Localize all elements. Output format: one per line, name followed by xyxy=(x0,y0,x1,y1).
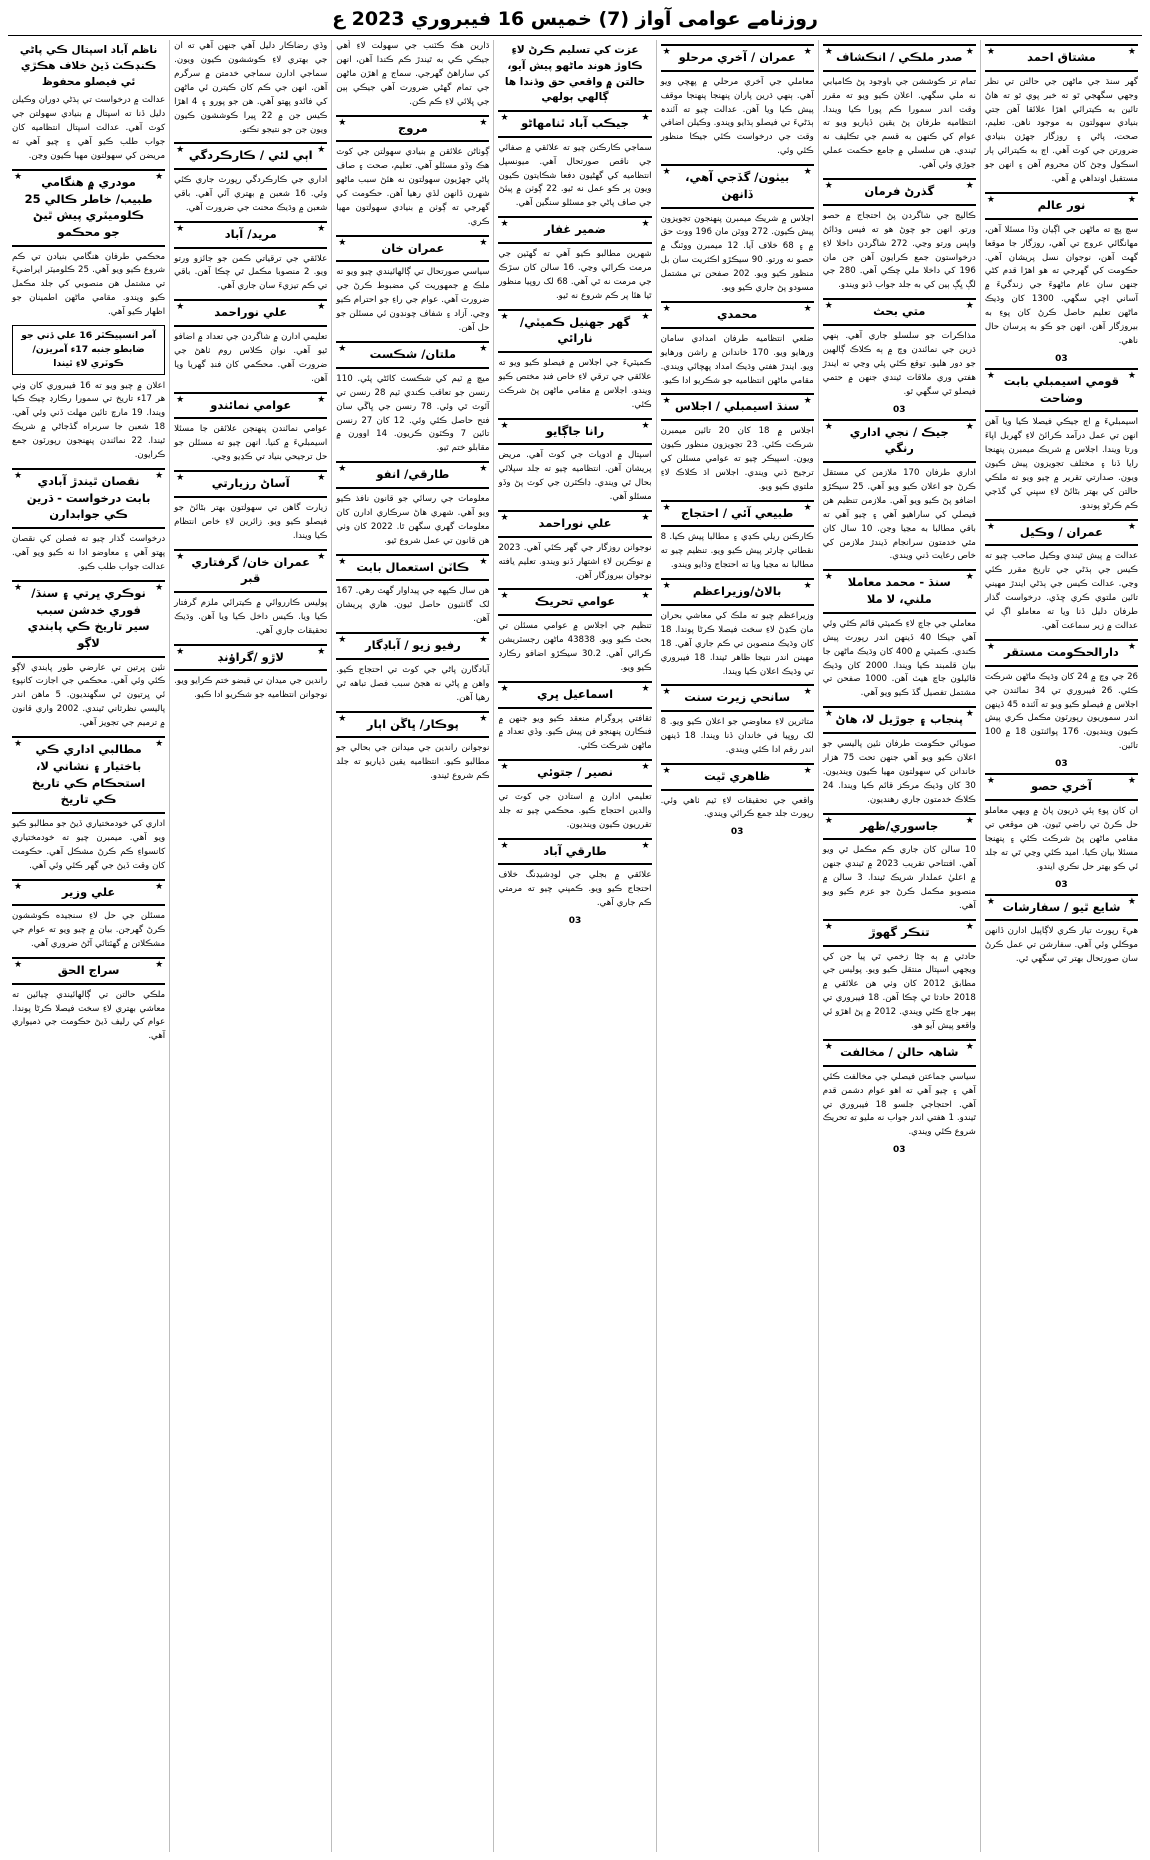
article-headline[interactable] xyxy=(336,461,489,489)
article-body: سچ پچ ته ماڻهن جي اڳيان وڏا مسئلا آهن، مهانگائي عروج تي آهي، روزگار جا موقعا گهٽ آهن، نوجوان نسل پريشان آهي. حڪومت کي گهرجي ته هو اهڙا قدم کڻي جنهن سان عام ماڻهوءَ جي زندگيءَ ۾ آساني اچي سگهي. 1300 کان وڌيڪ ماڻهن تعليم حاصل ڪرڻ کان پوءِ به بيروزگار آهن. انهن جو ڪو به پرسان حال ناهي. xyxy=(984,224,1138,347)
star-icon: ★ xyxy=(317,302,326,313)
article-headline[interactable] xyxy=(174,470,327,498)
article-headline[interactable] xyxy=(823,178,976,206)
article-headline[interactable] xyxy=(661,684,814,712)
headline-text: پنجاب ۽ جوڙيل لا، هاڻ xyxy=(835,712,964,727)
article-headline[interactable] xyxy=(12,580,165,658)
headline-text: قومي اسيمبلي بابت وضاحت xyxy=(1003,374,1120,405)
article-body: هيءَ رپورٽ تيار ڪري لاڳاپيل ادارن ڏانهن موڪلي وئي آهي. سفارشن تي عمل ڪرڻ سان صورتحال بهتر ٿي سگهي ٿي. xyxy=(984,926,1138,965)
headline-text: طارقي آباد xyxy=(543,843,607,858)
article-headline[interactable] xyxy=(498,309,651,353)
star-icon: ★ xyxy=(641,762,650,773)
headline-text: طبيعي آئي / احتجاج xyxy=(681,505,794,520)
star-icon: ★ xyxy=(803,167,812,178)
article-body: سياسي صورتحال تي ڳالهائيندي چيو ويو ته ملڪ ۾ جمهوريت کي مضبوط ڪرڻ جي ضرورت آهي. عوام جي راءِ جو احترام ڪيو وڃي. آزاد ۽ شفاف چونڊون ئي مسئلن جو حل آهن. xyxy=(336,267,490,334)
article-headline[interactable] xyxy=(823,44,976,72)
headline-text: پوڪار/ ڀاڱن اٻار xyxy=(366,716,459,731)
star-icon: ★ xyxy=(155,959,164,970)
article-body: ڳوٺاڻن علائقن ۾ بنيادي سهولتن جي کوٽ هڪ وڏو مسئلو آهي. تعليم، صحت ۽ صاف پاڻي جهڙيون سهولتون نه هئڻ سبب ماڻهو شهرن ڏانهن لڏي رهيا آهن. حڪومت کي گهرجي ته ڳوٺن ۾ بنيادي سهولتون مهيا ڪري. xyxy=(336,147,490,227)
article-headline[interactable] xyxy=(661,44,814,72)
article-headline[interactable] xyxy=(823,919,976,947)
star-icon: ★ xyxy=(479,117,488,128)
article-headline[interactable] xyxy=(985,44,1138,72)
star-icon: ★ xyxy=(14,471,23,482)
article-headline[interactable] xyxy=(174,392,327,420)
star-icon: ★ xyxy=(965,1042,974,1053)
article-body: ڌارين هڪ ڪٽنب جي سهولت لاءِ اُهي جيڪي ڪي به ٿيندڙ ڪم ڪندا آهن، انهن کي ساراهڻ گهرجي. سماج ۾ اهڙن ماڻهن جي تمام گهڻي ضرورت آهي جيڪي ٻين جي ڀلائي لاءِ ڪم ڪن. xyxy=(336,41,490,107)
star-icon: ★ xyxy=(317,646,326,657)
star-icon: ★ xyxy=(986,371,995,382)
star-icon: ★ xyxy=(986,47,995,57)
headline-text: جاسوري/ظهر xyxy=(860,818,939,833)
star-icon: ★ xyxy=(338,464,347,475)
article-body: اجلاس ۾ شريڪ ميمبرن پنهنجون تجويزون پيش ڪيون. 272 ووٽن مان 196 ووٽ حق ۾ ۽ 68 خلاف آيا. 12 ميمبرن ووٽنگ ۾ حصو نه ورتو. 90 سيڪڙو اڪثريت سان بل منظور ڪيو ويو. 202 صفحن تي مشتمل مسودو پڻ جاري ڪيو ويو. xyxy=(660,213,814,294)
continued-page-number: 03 xyxy=(893,1145,906,1156)
headline-text: متي بحث xyxy=(873,304,926,319)
star-icon: ★ xyxy=(803,502,812,513)
article-body: آبادگارن پاڻي جي کوٽ تي احتجاج ڪيو. واهن ۾ پاڻي نه هجڻ سبب فصل تباهه ٿي رهيا آهن. xyxy=(336,664,490,703)
article-body: مذاڪرات جو سلسلو جاري آهي. ٻنهي ڌرين جي نمائندن وچ ۾ ٻه ڪلاڪ ڳالهين جو دور هليو. توقع ڪئي پئي وڃي ته ايندڙ هفتي وري ملاقات ٿيندي جنهن ۾ حتمي فيصلو ٿي سگهي ٿو. xyxy=(822,331,976,397)
article-headline[interactable] xyxy=(823,706,976,734)
star-icon: ★ xyxy=(965,47,974,57)
star-icon: ★ xyxy=(803,396,812,407)
star-icon: ★ xyxy=(965,921,974,932)
article-body: واقعي جي تحقيقات لاءِ ٽيم ٺاهي وئي. رپورٽ جلد جمع ڪرائي ويندي. xyxy=(660,795,814,820)
star-icon: ★ xyxy=(338,556,347,567)
article-headline[interactable] xyxy=(12,468,165,529)
star-icon: ★ xyxy=(1127,47,1136,57)
star-icon: ★ xyxy=(824,1042,833,1053)
article-body: 10 سالن کان جاري ڪم مڪمل ٿي ويو آهي. افتتاحي تقريب 2023 ۾ ٿيندي جنهن ۾ اعليٰ عملدار شريڪ ٿيندا. 3 سالن ۾ منصوبو مڪمل ڪرڻ جو عزم ڪيو ويو آهي. xyxy=(822,845,976,911)
article-headline[interactable] xyxy=(823,298,976,326)
article-body: 26 جي وچ ۾ 24 کان وڌيڪ ماڻهن شرڪت ڪئي. 26 فيبروري تي 34 نمائندن جي اجلاس ۾ فيصلو ڪيو ويو ته آئندہ 45 ڏينهن اندر سموريون رپورٽون مڪمل ڪري پيش ڪيون وينديون. 176 پوائنٽون 18 ۾ 100 تائين. xyxy=(984,671,1138,752)
article-headline[interactable] xyxy=(336,632,489,660)
article-headline[interactable] xyxy=(985,639,1138,667)
article-body: راندين جي ميدان تي قبضو ختم ڪرايو ويو. نوجوانن انتظاميه جو شڪريو ادا ڪيو. xyxy=(174,676,328,701)
article-headline[interactable] xyxy=(985,192,1138,220)
star-icon: ★ xyxy=(14,171,23,182)
article-headline[interactable] xyxy=(661,578,814,606)
star-icon: ★ xyxy=(641,513,650,524)
article-body: سماجي ڪارڪنن چيو ته علائقي ۾ صفائي جي ناقص صورتحال آهي. ميونسپل انتظاميه کي گهڻيون دفعا شڪايتون ڪيون ويون پر ڪو عمل نه ٿيو. 22 ڳوٺن ۾ پيئڻ جي صاف پاڻي جو مسئلو سنگين آهي. xyxy=(498,142,652,209)
headline-text: تنڪر گهوڙ xyxy=(868,924,930,939)
headline-text: سراج الحق xyxy=(57,962,120,977)
article-headline[interactable] xyxy=(661,301,814,329)
article-body: مسئلن جي حل لاءِ سنجيده ڪوششون ڪرڻ گهرجن. بيان ۾ چيو ويو ته عوام جي مشڪلاتن ۾ گهٽتائي آڻڻ ضروري آهي. xyxy=(12,911,166,950)
article-headline[interactable] xyxy=(498,216,651,244)
headline-text: محمدي xyxy=(716,307,758,322)
star-icon: ★ xyxy=(176,223,185,234)
article-body: نوجوانن روزگار جي گهر ڪئي آهي. 2023 ۾ نوڪرين لاءِ اشتهار ڏنو ويندو. تعليم يافته نوجوان بيروزگار آهن. xyxy=(498,542,652,581)
star-icon: ★ xyxy=(662,502,671,513)
star-icon: ★ xyxy=(479,237,488,248)
headline-text: عمران خان xyxy=(381,240,445,255)
star-icon: ★ xyxy=(317,473,326,484)
star-icon: ★ xyxy=(338,117,347,128)
article-headline[interactable] xyxy=(661,500,814,528)
continued-page-number: 03 xyxy=(1055,354,1068,365)
star-icon: ★ xyxy=(176,646,185,657)
article-body: حادثي ۾ ٻه ڄڻا زخمي ٿي پيا جن کي ويجهي اسپتال منتقل ڪيو ويو. پوليس جي مطابق 2012 کان وٺي هن علائقي ۾ 2018 حادثا ٿي چڪا آهن. 18 فيبروري تي ٻيهر جاچ ڪئي ويندي. 2012 ۾ پڻ اهڙو ئي واقعو پيش آيو هو. xyxy=(822,951,976,1032)
headline-text: صدر ملڪي / انڪشاف xyxy=(836,50,963,64)
star-icon: ★ xyxy=(986,896,995,907)
article-body: سياسي جماعتن فيصلي جي مخالفت ڪئي آهي ۽ چيو آهي ته اهو عوام دشمن قدم آهي. احتجاجي جلسو 18 فيبروري تي ٿيندو. 1 هفتي اندر جواب نه مليو ته تحريڪ شروع ڪئي ويندي. xyxy=(822,1071,976,1138)
article-headline[interactable] xyxy=(336,235,489,263)
star-icon: ★ xyxy=(1127,896,1136,907)
article-body: عوامي نمائندن پنهنجن علائقن جا مسئلا اسيمبليءَ ۾ کنيا. انهن چيو ته مسئلن جو حل ترجيحي بنياد تي ڪڍيو وڃي. xyxy=(174,424,328,463)
article-body: وزيراعظم چيو ته ملڪ کي معاشي بحران مان ڪڍڻ لاءِ سخت فيصلا ڪرڻا پوندا. 18 کان وڌيڪ منصوبن تي ڪم جاري آهي. 18 مهينن اندر نتيجا ظاهر ٿيندا. 18 فيبروري تي وڌيڪ اعلان ڪيا ويندا. xyxy=(660,610,814,677)
headline-text: مطالبي اداري ڪي باختيار ۽ نشاني لا، استحڪام ڪي تاريخ ڪي تاريخ xyxy=(31,742,146,807)
star-icon: ★ xyxy=(338,344,347,355)
article-headline[interactable] xyxy=(823,813,976,841)
star-icon: ★ xyxy=(641,683,650,694)
star-icon: ★ xyxy=(500,840,509,851)
headline-text: سانحي زيرت سنت xyxy=(684,690,790,705)
masthead-title: روزنامے عوامی آواز (7) خمیس 16 فیبروري 2023 ع xyxy=(8,6,1142,36)
headline-text: علي نوراحمد xyxy=(214,305,288,320)
star-icon: ★ xyxy=(986,642,995,653)
headline-text: جيڪ / نجي اداري رنگي xyxy=(849,424,949,456)
star-icon: ★ xyxy=(176,302,185,313)
star-icon: ★ xyxy=(824,709,833,720)
star-icon: ★ xyxy=(176,145,185,156)
article-body: درخواست گذار چيو ته فصلن کي نقصان پهتو آهي ۽ معاوضو ادا نه ڪيو ويو آهي. عدالت جواب طلب ڪيو. xyxy=(12,534,166,572)
headline-text: مودري ۾ هنگامي طبيب/ خاطر ڪالي 25 ڪلوميٽري پيش ٿيڻ جو محڪمو xyxy=(24,174,153,239)
headline-text: جيڪب آباد ٽنامهاڻو xyxy=(521,116,629,130)
star-icon: ★ xyxy=(14,739,23,750)
article-body: تعليمي ادارن ۾ استادن جي کوٽ تي والدين احتجاج ڪيو. محڪمي چيو ته جلد تقرريون ڪيون وينديون. xyxy=(498,791,652,830)
columns-container xyxy=(8,40,1142,1852)
boxed-notice: آمر انسپيڪٽر 16 علي ڏني جو ضابطو جنبه 17ء آمريزن/ڪوٽري لاءِ ٿيندا xyxy=(12,325,165,374)
article-headline[interactable] xyxy=(498,681,651,709)
continued-page-number: 03 xyxy=(730,827,744,838)
headline-text: آساڻ رزيارتي xyxy=(211,476,290,491)
news-column xyxy=(8,40,169,1852)
headline-text: عوامي تحريڪ xyxy=(534,594,616,609)
article-headline[interactable] xyxy=(985,773,1138,801)
article-headline[interactable] xyxy=(174,644,327,672)
star-icon: ★ xyxy=(803,47,812,57)
article-body: ڪميٽيءَ جي اجلاس ۾ فيصلو ڪيو ويو ته علائقي جي ترقي لاءِ خاص فنڊ مختص ڪيو ويندو. اجلاس ۾ مقامي ماڻهن پڻ شرڪت ڪئي. xyxy=(498,357,652,410)
article-body: نئين ڀرتين تي عارضي طور پابندي لاڳو ڪئي وئي آهي. محڪمي جي اجازت کانپوءِ ئي ڀرتيون ٿي سگهنديون. 5 ماهن اندر پاليسي نظرثاني ٿيندي. 2002 واري قانون ۾ ترميم جي تجويز آهي. xyxy=(12,662,166,729)
star-icon: ★ xyxy=(14,582,23,593)
article-body: وڏي رضاڪار دليل آهي جنهن آهي ته ان جي بهتري لاءِ ڪوششون ڪيون ويون. سماجي ادارن سماجي خدمتن ۾ سرگرم آهن. انهن جي ڪم کان ڪيترن ئي ماڻهن کي فائدو پهتو آهي. هن جو پورو ۽ 4 اهڙا ڪيس جن ۾ 22 ڀيرا ڪوششون ڪيون ويون جن جو نتيجو نڪتو. xyxy=(174,41,328,135)
star-icon: ★ xyxy=(500,420,509,431)
article-body: اداري کي خودمختياري ڏيڻ جو مطالبو ڪيو ويو آهي. ميمبرن چيو ته خودمختياري کانسواءِ ڪم ڪرڻ مشڪل آهي. حڪومت کان وقت ڏيڻ جي گهر ڪئي وئي آهي. xyxy=(12,818,166,871)
article-body: اسپتال ۾ ادويات جي کوٽ آهي. مريض پريشان آهن. انتظاميه چيو ته جلد سپلائي بحال ٿي ويندي. ڊاڪٽرن جي کوٽ پڻ وڏو مسئلو آهي. xyxy=(498,450,652,503)
article-body: عدالت ۾ درخواست تي ٻڌڻي دوران وڪيلن دليل ڏنا ته اسپتال ۾ بنيادي سهولتن جي کوٽ آهي. عدالت اسپتال انتظاميه کان جواب طلب ڪيو آهي ۽ چيو آهي ته مريضن کي سهولتون مهيا ڪيون وڃن. xyxy=(12,95,166,161)
headline-text: ضمير غفار xyxy=(544,222,606,237)
headline-text: گذرڻ فرمان xyxy=(864,184,935,199)
star-icon: ★ xyxy=(662,47,671,57)
star-icon: ★ xyxy=(965,815,974,826)
star-icon: ★ xyxy=(1127,521,1136,532)
article-body: گهر سنڌ جي ماڻهن جي حالتن تي نظر وجھي سگهجي ٿو ته خبر پوي ٿو ته هاڻ تائين به ڪيترائي اهڙا علائقا آهن جتي بنيادي سهولتون به موجود ناهن. تعليم، صحت، پاڻي ۽ روزگار جهڙن بنيادي ضرورتن جي کوٽ آهي. اڄ به ڪيترائي ٻار اسڪول وڃڻ کان محروم آهن ۽ انهن جو مستقبل اونداهي ۾ آهي. xyxy=(984,76,1138,185)
news-column xyxy=(656,40,818,1852)
headline-text: ڪاٽن استعمال بابت xyxy=(356,559,470,574)
star-icon: ★ xyxy=(338,635,347,646)
star-icon: ★ xyxy=(662,396,671,407)
star-icon: ★ xyxy=(500,311,509,322)
article-headline[interactable] xyxy=(336,115,489,143)
headline-text: اٻي لئي / ڪارڪردگي xyxy=(188,148,313,163)
article-headline[interactable] xyxy=(661,164,814,208)
article-body: اعلان ۾ چيو ويو ته 16 فيبروري کان وٺي هر 17ء تاريخ تي سمورا رڪارڊ چيڪ ڪيا ويندا. 19 مارچ تائين مهلت ڏني وئي آهي. 18 شعبن جا سربراه گڏجاڻي ۾ شريڪ ٿيندا. 22 نمائندن پنهنجون رپورٽون جمع ڪرايون. xyxy=(12,380,166,461)
star-icon: ★ xyxy=(662,304,671,315)
headline-text: نصير / جتوئي xyxy=(537,765,613,780)
star-icon: ★ xyxy=(662,765,671,776)
star-icon: ★ xyxy=(641,113,650,123)
headline-text: مريد/ آباد xyxy=(224,226,277,241)
star-icon: ★ xyxy=(965,421,974,432)
star-icon: ★ xyxy=(479,344,488,355)
headline-text: طارقي/ انفو xyxy=(376,467,450,482)
star-icon: ★ xyxy=(317,145,326,156)
article-headline[interactable] xyxy=(498,759,651,787)
headline-text: نوڪري ڀرتي ۽ سنڌ/فوري خدشن سبب سير تاريخ ڪي پابندي لاڳو xyxy=(27,585,150,650)
star-icon: ★ xyxy=(965,181,974,192)
star-icon: ★ xyxy=(824,47,833,57)
star-icon: ★ xyxy=(14,959,23,970)
star-icon: ★ xyxy=(317,551,326,562)
headline-text: شاهہ حالن / مخالفت xyxy=(840,1045,959,1060)
article-body: معاملي جي جاچ لاءِ ڪميٽي قائم ڪئي وئي آهي جيڪا 40 ڏينهن اندر رپورٽ پيش ڪندي. ڪميٽي ۾ 400 کان وڌيڪ ماڻهن جا بيان قلمبند ڪيا ويندا. 2000 کان وڌيڪ فائيلون جاچ هيٺ آهن. 1000 صفحن تي مشتمل تفصيل گڏ ڪيو ويو آهي. xyxy=(822,618,976,699)
article-body: ضلعي انتظاميه طرفان امدادي سامان ورهايو ويو. 170 خاندانن ۾ راشن ورهايو ويو. ايندڙ هفتي وڌيڪ امداد پهچائي ويندي. مقامي ماڻهن انتظاميه جو شڪريو ادا ڪيو. xyxy=(660,333,814,386)
article-headline[interactable] xyxy=(174,142,327,170)
article-body: اجلاس ۾ 18 کان 20 تائين ميمبرن شرڪت ڪئي. 23 تجويزون منظور ڪيون ويون. اسپيڪر چيو ته عوامي مسئلن کي ترجيح ڏني ويندي. اجلاس اڌ ڪلاڪ لاءِ ملتوي ڪيو ويو. xyxy=(660,426,814,492)
article-headline[interactable] xyxy=(823,569,976,613)
headline-text: سنڌ اسيمبلي / اجلاس xyxy=(674,399,800,414)
star-icon: ★ xyxy=(155,171,164,182)
star-icon: ★ xyxy=(1127,195,1136,206)
headline-text: لاڙو /گراؤنڊ xyxy=(217,649,284,664)
article-headline[interactable] xyxy=(336,554,489,582)
article-body: شهرين مطالبو ڪيو آهي ته گهٽين جي مرمت ڪرائي وڃي. 16 سالن کان سڙڪ جي مرمت نه ٿي آهي. 68 لک روپيا منظور ٿيا هئا پر ڪم شروع نه ٿيو. xyxy=(498,248,652,301)
headline-text: مشتاق احمد xyxy=(1027,50,1096,64)
star-icon: ★ xyxy=(986,195,995,206)
star-icon: ★ xyxy=(824,421,833,432)
news-column xyxy=(980,40,1142,1852)
star-icon: ★ xyxy=(824,572,833,583)
star-icon: ★ xyxy=(965,572,974,583)
star-icon: ★ xyxy=(641,591,650,602)
lead-headline[interactable]: ناظم آباد اسپتال ڪي پاڻي ڪنڊڪٽ ڏيڻ خلاف هڪڙي ئي فيصلو محفوظ xyxy=(19,44,158,88)
star-icon: ★ xyxy=(155,582,164,593)
lead-headline[interactable]: عزت کي تسليم ڪرڻ لاءِ ڪاوڙ هوند ماڻهو پيش آيو، حالتن ۾ واقعي حق وڌندا ها ڳالهي ٻولهي xyxy=(504,44,646,104)
article-body: اداري جي ڪارڪردگي رپورٽ جاري ڪئي وئي. 16 شعبن ۾ بهتري آئي آهي. باقي شعبن ۾ وڌيڪ محنت جي ضرورت آهي. xyxy=(174,175,328,213)
headline-text: بيٺون/ گڏجي آهي، ڏانهن xyxy=(685,170,790,201)
article-headline[interactable] xyxy=(498,110,651,138)
article-headline[interactable] xyxy=(174,221,327,249)
article-body: تعليمي ادارن ۾ شاگردن جي تعداد ۾ اضافو ٿيو آهي. نوان ڪلاس روم ٺاهڻ جي ضرورت آهي. محڪمي کان فنڊ گهريا ويا آهن. xyxy=(174,332,328,384)
headline-text: علي وزير xyxy=(61,884,116,899)
headline-text: اسماعيل ڀري xyxy=(536,686,614,701)
headline-text: مروج xyxy=(398,120,428,135)
star-icon: ★ xyxy=(824,301,833,312)
article-body: اداري طرفان 170 ملازمن کي مستقل ڪرڻ جو اعلان ڪيو ويو آهي. 25 سيڪڙو اضافو پڻ ڪيو ويو آهي. ملازمن تنظيم هن فيصلي کي ساراهيو آهي ۽ چيو آهي ته باقي مطالبا به مڃيا وڃن. 10 سال کان مٿي خدمتون سرانجام ڏيندڙ ملازمن کي خاص رعايت ڏني ويندي. xyxy=(822,467,976,562)
article-body: پوليس ڪارروائي ۾ ڪيترائي ملزم گرفتار ڪيا ويا. ڪيس داخل ڪيا ويا آهن. وڌيڪ تحقيقات جاري آهي. xyxy=(174,597,328,636)
star-icon: ★ xyxy=(965,301,974,312)
headline-text: علي نوراحمد xyxy=(538,516,612,531)
article-body: ڪارڪنن ريلي ڪڍي ۽ مطالبا پيش ڪيا. 8 نقطاتي چارٽر پيش ڪيو ويو. تنظيم چيو ته مطالبا نه مڃيا ويا ته احتجاج وڌايو ويندو. xyxy=(660,532,814,571)
star-icon: ★ xyxy=(803,304,812,315)
article-headline[interactable] xyxy=(823,1039,976,1067)
article-body: ملڪي حالتن تي ڳالهائيندي چيائين ته معاشي بهتري لاءِ سخت فيصلا ڪرڻا پوندا. عوام کي رليف ڏيڻ حڪومت جي ذميواري آهي. xyxy=(12,989,166,1042)
star-icon: ★ xyxy=(479,713,488,724)
article-body: علائقي ۾ بجلي جي لوڊشيڊنگ خلاف احتجاج ڪيو ويو. ڪمپني چيو ته مرمتي ڪم جاري آهي. xyxy=(498,870,652,909)
headline-text: نقصان ٿيندڙ آبادي بابت درخواست - ڌرين ڪي جوابدارن xyxy=(26,474,151,522)
article-body: نوجوانن راندين جي ميدانن جي بحالي جو مطالبو ڪيو. انتظاميه يقين ڏياريو ته جلد ڪم شروع ٿيندو. xyxy=(336,743,490,782)
article-headline[interactable] xyxy=(12,169,165,247)
star-icon: ★ xyxy=(824,181,833,192)
article-body: ان کان پوءِ ٻئي ڌريون پاڻ ۾ ويهي معاملو حل ڪرڻ تي راضي ٿيون. هن موقعي تي مقامي ماڻهن پڻ شرڪت ڪئي ۽ پنهنجا مسئلا بيان ڪيا. اميد ڪئي وڃي ٿي ته جلد ئي ڪو بهتر حل نڪري ايندو. xyxy=(984,805,1138,872)
headline-text: عمران / آخري مرحلو xyxy=(678,50,796,64)
article-headline[interactable] xyxy=(498,838,651,866)
article-body: هن سال ڪپهه جي پيداوار گهٽ رهي. 167 لک گانٺيون حاصل ٿيون. هاري پريشان آهن. xyxy=(336,586,490,625)
article-body: ثقافتي پروگرام منعقد ڪيو ويو جنهن ۾ فنڪارن پنهنجو فن پيش ڪيو. وڏي تعداد ۾ ماڻهن شرڪت ڪئي. xyxy=(498,713,652,752)
star-icon: ★ xyxy=(155,739,164,750)
article-headline[interactable] xyxy=(661,393,814,421)
article-body: عدالت ۾ پيش ٿيندي وڪيل صاحب چيو ته ڪيس جي ٻڌڻي جي تاريخ مقرر ڪئي وڃي. عدالت ڪيس جي ٻڌڻي ايندڙ مهيني تائين ملتوي ڪري ڇڏي. درخواست گذار طرفان دليل ڏنا ويا ته معاملو اڳ ئي عدالت ۾ زير سماعت آهي. xyxy=(984,551,1138,632)
article-headline[interactable] xyxy=(498,418,651,446)
article-body: معلومات جي رسائي جو قانون نافذ ڪيو ويو آهي. شهري هاڻ سرڪاري ادارن کان معلومات گهري سگهن ٿا. 2022 کان وٺي هن قانون تي عمل شروع ٿيو. xyxy=(336,493,490,546)
star-icon: ★ xyxy=(500,591,509,602)
article-body: متاثرين لاءِ معاوضي جو اعلان ڪيو ويو. 8 لک روپيا في خاندان ڏنا ويندا. 18 ڏينهن اندر رقم ادا ڪئي ويندي. xyxy=(660,717,814,755)
headline-text: نور عالم xyxy=(1037,198,1086,213)
star-icon: ★ xyxy=(176,551,185,562)
continued-page-number: 03 xyxy=(1055,879,1068,890)
article-headline[interactable] xyxy=(985,894,1138,922)
star-icon: ★ xyxy=(641,420,650,431)
headline-text: گهر جهنيل ڪميٽي/ نارائي xyxy=(519,314,631,346)
article-headline[interactable] xyxy=(336,711,489,739)
headline-text: ظاهري ٿيت xyxy=(704,768,771,783)
article-headline[interactable] xyxy=(174,299,327,327)
article-headline[interactable] xyxy=(12,957,165,985)
article-headline[interactable] xyxy=(985,519,1138,547)
star-icon: ★ xyxy=(500,762,509,773)
star-icon: ★ xyxy=(641,840,650,851)
star-icon: ★ xyxy=(803,765,812,776)
article-headline[interactable] xyxy=(174,549,327,593)
headline-text: عمران خان/ گرفتاري قبر xyxy=(191,554,311,586)
headline-text: آخري حصو xyxy=(1031,779,1092,794)
star-icon: ★ xyxy=(479,556,488,567)
star-icon: ★ xyxy=(803,581,812,592)
star-icon: ★ xyxy=(338,237,347,248)
article-body: زيارت گاهن تي سهولتون بهتر بڻائڻ جو فيصلو ڪيو ويو. زائرين لاءِ خاص انتظام ڪيا ويندا. xyxy=(174,502,328,541)
article-headline[interactable] xyxy=(12,736,165,814)
article-body: تمام تر ڪوششن جي باوجود پڻ ڪاميابي نه ملي سگهي. اعلان ڪيو ويو ته مقرر وقت اندر سمورا ڪم پورا ڪيا ويندا. انتظاميه طرفان پڻ يقين ڏياريو ويو ته عوام کي ڪنهن به قسم جي تڪليف نه ٿيندي. هن سلسلي ۾ جامع حڪمت عملي جوڙي وئي آهي. xyxy=(822,76,976,171)
article-headline[interactable] xyxy=(823,419,976,463)
article-headline[interactable] xyxy=(498,588,651,616)
article-headline[interactable] xyxy=(498,510,651,538)
star-icon: ★ xyxy=(1127,642,1136,653)
news-column xyxy=(169,40,331,1852)
continued-page-number: 03 xyxy=(568,916,582,927)
star-icon: ★ xyxy=(500,219,509,230)
star-icon: ★ xyxy=(986,521,995,532)
article-headline[interactable] xyxy=(336,341,489,369)
star-icon: ★ xyxy=(662,167,671,178)
article-body: تنظيم جي اجلاس ۾ عوامي مسئلن تي بحث ڪيو ويو. 43838 ماڻهن رجسٽريشن ڪرائي آهي. 30.2 سيڪڙو اضافو رڪارڊ ڪيو ويو. xyxy=(498,621,652,673)
star-icon: ★ xyxy=(155,881,164,892)
star-icon: ★ xyxy=(479,635,488,646)
continued-page-number: 03 xyxy=(1055,759,1068,770)
headline-text: رانا جاڳايو xyxy=(545,423,605,438)
star-icon: ★ xyxy=(824,921,833,932)
star-icon: ★ xyxy=(803,687,812,698)
star-icon: ★ xyxy=(500,683,509,694)
star-icon: ★ xyxy=(641,219,650,230)
star-icon: ★ xyxy=(155,471,164,482)
star-icon: ★ xyxy=(662,581,671,592)
article-body: صوبائي حڪومت طرفان نئين پاليسي جو اعلان ڪيو ويو آهي جنهن تحت 75 هزار خاندانن کي سهولتون مهيا ڪيون وينديون. 30 کان وڌيڪ مرڪز قائم ڪيا ويندا. 24 ڪلاڪ خدمتون جاري رهنديون. xyxy=(822,738,976,805)
star-icon: ★ xyxy=(986,776,995,787)
star-icon: ★ xyxy=(14,881,23,892)
headline-text: شايع ٿيو / سفارشات xyxy=(1002,899,1121,914)
star-icon: ★ xyxy=(176,394,185,405)
article-headline[interactable] xyxy=(985,368,1138,412)
headline-text: دارالحڪومت مستقر xyxy=(1004,645,1119,660)
star-icon: ★ xyxy=(824,815,833,826)
headline-text: ملتان/ شڪست xyxy=(369,347,457,362)
star-icon: ★ xyxy=(317,394,326,405)
star-icon: ★ xyxy=(500,113,509,123)
article-body: ميچ ۾ ٽيم کي شڪست کائڻي پئي. 110 رنسن جو تعاقب ڪندي ٽيم 28 رنسن تي آئوٽ ٿي وئي. 78 رنسن جي ڀاڱي سان فتح حاصل ڪئي وئي. 12 کان 27 رنسن تائين 7 وڪٽون ڪريون. 14 اوورن ۾ مقابلو ختم ٿيو. xyxy=(336,373,490,454)
star-icon: ★ xyxy=(965,709,974,720)
star-icon: ★ xyxy=(479,464,488,475)
headline-text: عمران / وڪيل xyxy=(1019,524,1103,539)
star-icon: ★ xyxy=(1127,371,1136,382)
star-icon: ★ xyxy=(1127,776,1136,787)
headline-text: رفيو زيو / آباڊگار xyxy=(364,638,461,653)
article-body: معاملي جي آخري مرحلي ۾ پهچي ويو آهي. ٻنهي ڌرين پاران پنهنجا پنهنجا موقف پيش ڪيا ويا آهن. عدالت چيو ته آئندہ ٻڌڻيءَ تي فيصلو ٻڌايو ويندو. وڪيلن اضافي وقت جي درخواست ڪئي جيڪا منظور ڪئي وئي. xyxy=(660,76,814,157)
headline-text: عوامي نمائندو xyxy=(210,397,292,412)
star-icon: ★ xyxy=(662,687,671,698)
news-column xyxy=(818,40,980,1852)
star-icon: ★ xyxy=(176,473,185,484)
star-icon: ★ xyxy=(500,513,509,524)
headline-text: سنڌ - محمد معاملا ملني، لا ملا xyxy=(847,575,951,607)
article-headline[interactable] xyxy=(12,879,165,907)
star-icon: ★ xyxy=(641,311,650,322)
article-body: ڪاليج جي شاگردن پڻ احتجاج ۾ حصو ورتو. انهن جو چوڻ هو ته فيس وڌائڻ واپس ورتو وڃي. 272 شاگردن داخلا لاءِ درخواستون جمع ڪرايون آهن جن مان 196 کي داخلا ملي چڪي آهي. 280 جي لڳ ڀڳ ٻين کي به جلد جواب ڏنو ويندو. xyxy=(822,210,976,291)
article-body: علائقي جي ترقياتي ڪمن جو جائزو ورتو ويو. 2 منصوبا مڪمل ٿي چڪا آهن. باقي تي ڪم تيزيءَ سان جاري آهي. xyxy=(174,253,328,292)
star-icon: ★ xyxy=(338,713,347,724)
article-body: اسيمبليءَ ۾ اڄ جيڪي فيصلا ڪيا ويا آهن انهن تي عمل درآمد ڪرائڻ لاءِ گهربل اپاءَ ورتا ويندا. اجلاس ۾ شريڪ ميمبرن پنهنجا رايا ڏنا ۽ مختلف تجويزون پيش ڪيون ويون. صدارتي تقرير ۾ چيو ويو ته ملڪي حالتن کي بهتر بڻائڻ لاءِ سڀني کي گڏجي ڪم ڪرڻو پوندو. xyxy=(984,417,1138,511)
article-body: محڪمي طرفان هنگامي بنيادن تي ڪم شروع ڪيو ويو آهي. 25 ڪلوميٽر ايراضيءَ تي مشتمل هن منصوبي کي جلد مڪمل ڪيو ويندو. مقامي ماڻهن اطمينان جو اظهار ڪيو آهي. xyxy=(12,251,166,318)
star-icon: ★ xyxy=(317,223,326,234)
headline-text: بالاڻ/وزيراعظم xyxy=(692,584,782,599)
article-headline[interactable] xyxy=(661,763,814,791)
news-column xyxy=(331,40,493,1852)
continued-page-number: 03 xyxy=(893,404,906,415)
news-column xyxy=(493,40,655,1852)
